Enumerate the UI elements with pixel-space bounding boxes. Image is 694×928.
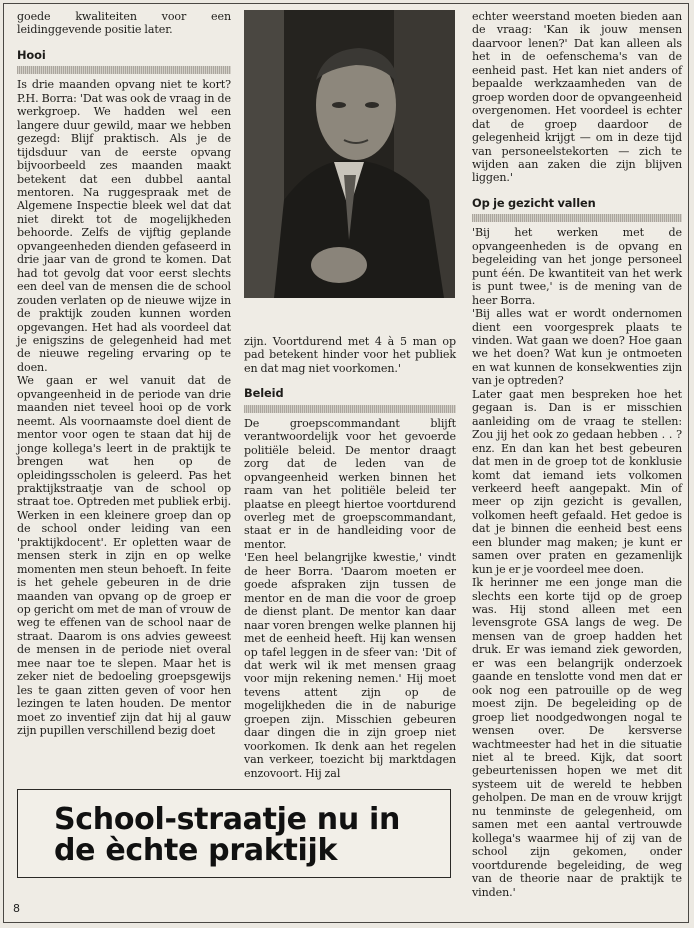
continuation-text: zijn. Voortdurend met 4 à 5 man op pad betekent hinder voor het publiek en dat mag niet voorkomen.' — [244, 335, 456, 375]
headline — [54, 804, 434, 866]
portrait-photo — [244, 10, 455, 298]
paragraph: Later gaat men bespreken hoe het gegaan is. Dan is er misschien aanleiding om de vraag te stellen: Zou jij het ook zo gedaan hebben . . ? enz. En dan kan het best gebeuren dat men in de groep tot de konklusie komt dat iemand iets volkomen verkeerd heeft aangepakt. Min of meer op zijn gezicht is gevallen, volkomen heeft gefaald. Het gedoe is dat je binnen die eenheid best eens een blunder mag maken; je kunt er samen over praten en gezamenlijk kun je er je voordeel mee doen. — [472, 387, 682, 576]
paragraph: Is drie maanden opvang niet te kort? P.H. Borra: 'Dat was ook de vraag in de werkgroep. We hadden wel een langere duur gewild, maar we hebben gezegd: Blijf praktisch. Als je de tijdsduur van de eerste opvang bijvoorbeeld zes maanden maakt betekent dat een dubbel aantal mentoren. Na ruggespraak met de Algemene Inspectie bleek wel dat dat niet direkt tot de mogelijkheden behoorde. Zelfs de vijftig geplande opvangeenheden dienden gefaseerd in drie jaar van de grond te komen. Dat had tot gevolg dat voor eerst slechts een deel van de mensen die de school zouden verlaten op de nieuwe wijze in de praktijk zouden kunnen worden opgevangen. Het had als voordeel dat je enigszins de gelegenheid had met de nieuwe regeling ervaring op te doen. — [17, 78, 231, 374]
headline-line-1: School-straatje nu in — [54, 802, 401, 837]
paragraph: 'Bij het werken met de opvangeenheden is de opvang en begeleiding van het jonge personeel punt één. De kwantiteit van het werk is punt twee,' is de mening van de heer Borra. — [472, 226, 682, 307]
paragraph: We gaan er wel vanuit dat de opvangeenheid in de periode van drie maanden niet teveel hooi op de vork neemt. Als voornaamste doel dient de mentor voor ogen te staan dat hij de jonge kollega's leert in de praktijk te brengen wat hen op de opleidingsscholen is geleerd. Pas het praktijkstraatje van de school op straat toe. Optreden met publiek erbij. Werken in een kleinere groep dan op de school onder leiding van een 'praktijkdocent'. Er opletten waar de mensen sterk in zijn en op welke momenten men steun behoeft. In feite is het gehele gebeuren in de drie maanden van opvang op de groep er op gericht om met de man of vrouw de weg te effenen van de school naar de straat. Daarom is ons advies geweest de mensen in de periode niet overal mee naar toe te slepen. Maar het is zeker niet de bedoeling groepsgewijs les te gaan zitten geven of voor hen lezingen te laten houden. De mentor moet zo inventief zijn dat hij al gauw zijn pupillen verschillend bezig doet — [17, 374, 231, 738]
paragraph: 'Een heel belangrijke kwestie,' vindt de heer Borra. 'Daarom moeten er goede afspraken zijn tussen de mentor en de man die voor de groep de dienst plant. De mentor kan daar naar voren brengen welke plannen hij met de eenheid heeft. Hij kan wensen op tafel leggen in de sfeer van: 'Dit of dat werk wil ik met mensen graag voor mijn rekening nemen.' Hij moet tevens attent zijn op de mogelijkheden die in de naburige groepen zijn. Misschien gebeuren daar dingen die in zijn groep niet voorkomen. Ik denk aan het regelen van verkeer, toezicht bij marktdagen enzovoort. Hij zal — [244, 551, 456, 780]
paragraph: Ik herinner me een jonge man die slechts een korte tijd op de groep was. Hij stond alleen met een levensgrote GSA langs de weg. De mensen van de groep hadden het druk. Er was iemand ziek geworden, er was een belangrijk onderzoek gaande en tenslotte vond men dat er ook nog een patrouille op de weg moest zijn. De begeleiding op de groep liet noodgedwongen nogal te wensen over. De kersverse wachtmeester had het in die situatie niet al te breed. Kijk, dat soort gebeurtenissen hopen we met dit systeem uit de wereld te hebben geholpen. De man en de vrouw krijgt nu tenminste de gelegenheid, om samen met een aantal vertrouwde kollega's waarmee hij of zij van de school zijn gekomen, onder voortdurende begeleiding, de weg van de theorie naar de praktijk te vinden.' — [472, 576, 682, 899]
column-middle — [244, 335, 456, 780]
continuation-text: echter weerstand moeten bieden aan de vraag: 'Kan ik jouw mensen daarvoor lenen?' Dat kan alleen als het in de oefenschema's van de eenheid past. Het kan niet anders of bepaalde werkzaamheden van de groep worden door de opvangeenheid overgenomen. Het voordeel is echter dat de groep daardoor de gelegenheid krijgt — om in deze tijd van personeelstekorten — zich te wijden aan zaken die zijn blijven liggen.' — [472, 10, 682, 185]
paragraph: 'Bij alles wat er wordt ondernomen dient een voorgesprek plaats te vinden. Wat gaan we doen? Hoe gaan we het doen? Wat kun je ontmoeten en wat kunnen de konsekwenties zijn van je optreden? — [472, 307, 682, 388]
section-heading-hooi: Hooi — [17, 49, 231, 78]
portrait-illustration — [244, 10, 455, 298]
page-number: 8 — [13, 902, 20, 915]
column-left — [17, 10, 231, 738]
column-right — [472, 10, 682, 899]
headline-box — [17, 789, 451, 878]
paragraph: De groepscommandant blijft verantwoordelijk voor het gevoerde politiële beleid. De mentor draagt zorg dat de leden van de opvangeenheid werken binnen het raam van het politiële beleid ter plaatse en pleegt hiertoe voortdurend overleg met de groepscommandant, staat er in de handleiding voor de mentor. — [244, 416, 456, 551]
section-heading-op-je-gezicht-vallen: Op je gezicht vallen — [472, 197, 682, 226]
intro-text: goede kwaliteiten voor een leidinggevende positie later. — [17, 10, 231, 37]
section-heading-beleid: Beleid — [244, 387, 456, 416]
headline-line-2: de èchte praktijk — [54, 833, 338, 868]
